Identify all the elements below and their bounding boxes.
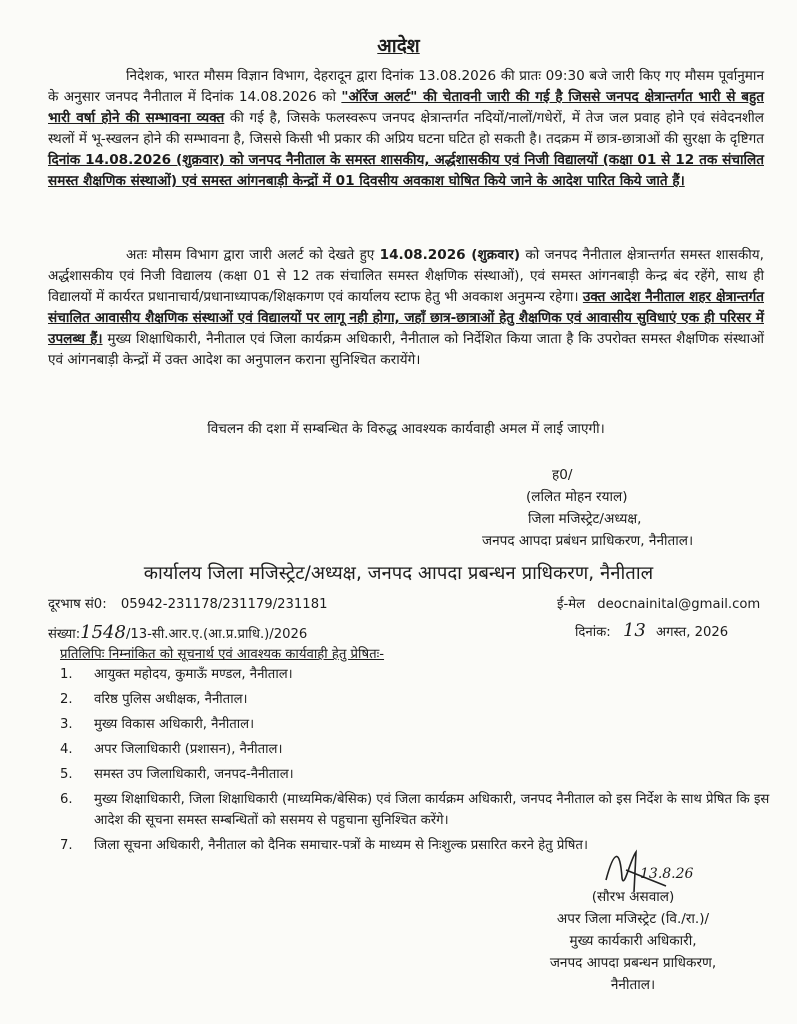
copy-item-text: मुख्य विकास अधिकारी, नैनीताल। (94, 717, 255, 732)
copy-item-text: समस्त उप जिलाधिकारी, जनपद-नैनीताल। (94, 767, 294, 782)
adm-designation: अपर जिला मजिस्ट्रेट (वि./रा.)/ (556, 911, 710, 927)
email-label: ई-मेल (557, 597, 586, 612)
signatory-block-dm (482, 464, 694, 552)
document-title: आदेश (377, 35, 420, 57)
para2-directive: मुख्य शिक्षाधिकारी, नैनीताल एवं जिला कार्यक्रम अधिकारी, नैनीताल को निर्देशित किया जाता है कि उपरोक्त समस्त शैक्षणिक संस्थाओं एवं आंगनबाड़ी केन्द्रों में उक्त आदेश का अनुपालन कराना सुनिश्चित करायेंगे। (48, 331, 764, 368)
orange-alert-text: "ऑरेंज अलर्ट" की चेतावनी जारी की गई है जिससे जनपद क्षेत्रान्तर्गत भारी से बहुत भारी वर्षा होने की सम्भावना व्यक्त (48, 89, 764, 126)
adm-place: नैनीताल। (610, 977, 656, 993)
copy-item-text: जिला सूचना अधिकारी, नैनीताल को दैनिक समाचार-पत्रों के माध्यम से निःशुल्क प्रसारित करने हेतु प्रेषित। (94, 838, 588, 853)
email-line (557, 594, 760, 612)
copy-item-number: 2. (60, 692, 73, 707)
para2-body: को जनपद नैनीताल क्षेत्रान्तर्गत समस्त शासकीय, अर्द्धशासकीय एवं निजी विद्यालय (कक्षा 01 से 12 तक संचालित समस्त शैक्षणिक संस्थाओं), एवं समस्त आंगनबाड़ी केन्द्र बंद रहेंगे, साथ ही विद्यालयों में कार्यरत प्रधानाचार्य/प्रधानाध्यापक/शिक्षकगण एवं कार्यालय स्टाफ हेतु भी अवकाश अनुमन्य रहेगा। (48, 247, 765, 305)
copy-item-number: 4. (60, 742, 73, 757)
copy-item-text: मुख्य शिक्षाधिकारी, जिला शिक्षाधिकारी (माध्यमिक/बेसिक) एवं जिला कार्यक्रम अधिकारी, जनपद नैनीताल को इस निर्देश के साथ प्रेषित कि इस आदेश की सूचना समस्त सम्बन्धितों को ससमय से पहुचाना सुनिश्चित करेंगे। (94, 792, 770, 828)
holiday-date: 14.08.2026 (शुक्रवार) (379, 247, 521, 263)
copy-item-text: वरिष्ठ पुलिस अधीक्षक, नैनीताल। (94, 692, 248, 707)
signatory-name: (ललित मोहन रयाल) (526, 489, 628, 505)
copy-item-number: 6. (60, 792, 73, 807)
date-day: 13 (622, 620, 646, 641)
date-rest: अगस्त, 2026 (656, 625, 729, 640)
email-address: deocnainital@gmail.com (597, 597, 761, 612)
date-line (575, 620, 728, 641)
para1-intro: निदेशक, भारत मौसम विज्ञान विभाग, देहरादून द्वारा दिनांक 13.08.2026 की प्रातः 09:30 बजे जारी किए गए मौसम पूर्वानुमान के अनुसार जनपद नैनीताल में दिनांक 14.08.2026 को (48, 68, 764, 105)
order-paragraph-2 (48, 245, 764, 371)
para2-intro: अतः मौसम विभाग द्वारा जारी अलर्ट को देखते हुए (126, 247, 380, 263)
copy-item-number: 1. (60, 667, 73, 682)
copy-list-item (60, 739, 770, 760)
copy-list-item (60, 789, 770, 831)
copy-item-number: 7. (60, 838, 73, 853)
order-paragraph-1 (48, 66, 764, 192)
copy-list-item (60, 664, 770, 685)
exception-text: उक्त आदेश नैनीताल शहर क्षेत्रान्तर्गत संचालित आवासीय शैक्षणिक संस्थाओं एवं विद्यालयों पर लागू नही होगा, जहाँ छात्र-छात्राओं हेतु शैक्षणिक एवं आवासीय सुविधाएं एक ही परिसर में उपलब्ध हैं। (48, 289, 764, 347)
copy-list-item (60, 764, 770, 785)
reference-suffix: /13-सी.आर.ए.(आ.प्र.प्राधि.)/2026 (125, 627, 308, 642)
adm-name: (सौरभ असवाल) (591, 889, 675, 905)
copy-item-number: 3. (60, 717, 73, 732)
copy-item-number: 5. (60, 767, 73, 782)
phone-line (48, 594, 327, 612)
reference-label: संख्या: (48, 627, 81, 642)
phone-number: 05942-231178/231179/231181 (120, 597, 328, 612)
closing-line: विचलन की दशा में सम्बन्धित के विरुद्ध आवश्यक कार्यवाही अमल में लाई जाएगी। (207, 421, 605, 437)
copy-item-text: आयुक्त महोदय, कुमाऊँ मण्डल, नैनीताल। (94, 667, 293, 682)
signatory-block-adm (508, 886, 758, 996)
signatory-designation: जिला मजिस्ट्रेट/अध्यक्ष, (528, 511, 642, 527)
copy-list-item (60, 714, 770, 735)
copy-item-text: अपर जिलाधिकारी (प्रशासन), नैनीताल। (94, 742, 283, 757)
adm-org: जनपद आपदा प्रबन्धन प्राधिकरण, (549, 955, 717, 971)
signatory-org: जनपद आपदा प्रबंधन प्राधिकरण, नैनीताल। (482, 533, 694, 549)
copy-list (60, 664, 770, 860)
reference-number: 1548 (80, 622, 126, 643)
office-heading: कार्यालय जिला मजिस्ट्रेट/अध्यक्ष, जनपद आपदा प्रबन्धन प्राधिकरण, नैनीताल (143, 563, 654, 584)
para1-body: की गई है, जिसके फलस्वरूप जनपद क्षेत्रान्तर्गत नदियों/नालों/गधेरों, में तेज जल प्रवाह होने एवं संवेदनशील स्थलों में भू-स्खलन होने की सम्भावना है, जिससे किसी भी प्रकार की अप्रिय घटना घटित हो सकती है। तदक्रम में छात्र-छात्राओं की सुरक्षा के दृष्टिगत (48, 110, 764, 147)
holiday-decision-text: दिनांक 14.08.2026 (शुक्रवार) को जनपद नैनीताल के समस्त शासकीय, अर्द्धशासकीय एवं निजी विद्यालयों (कक्षा 01 से 12 तक संचालित समस्त शैक्षणिक संस्थाओं) एवं समस्त आंगनबाड़ी केन्द्रों में 01 दिवसीय अवकाश घोषित किये जाने के आदेश पारित किये जाते हैं। (48, 152, 764, 189)
adm-role: मुख्य कार्यकारी अधिकारी, (569, 933, 697, 949)
date-label: दिनांक: (575, 625, 611, 640)
phone-label: दूरभाष सं0: (48, 597, 107, 612)
copy-intro: प्रतिलिपिः निम्नांकित को सूचनार्थ एवं आवश्यक कार्यवाही हेतु प्रेषितः- (60, 647, 385, 662)
signature-date: 13.8.26 (640, 866, 694, 882)
signed-mark: ह0/ (552, 467, 573, 483)
reference-line (48, 622, 307, 643)
copy-list-item (60, 689, 770, 710)
